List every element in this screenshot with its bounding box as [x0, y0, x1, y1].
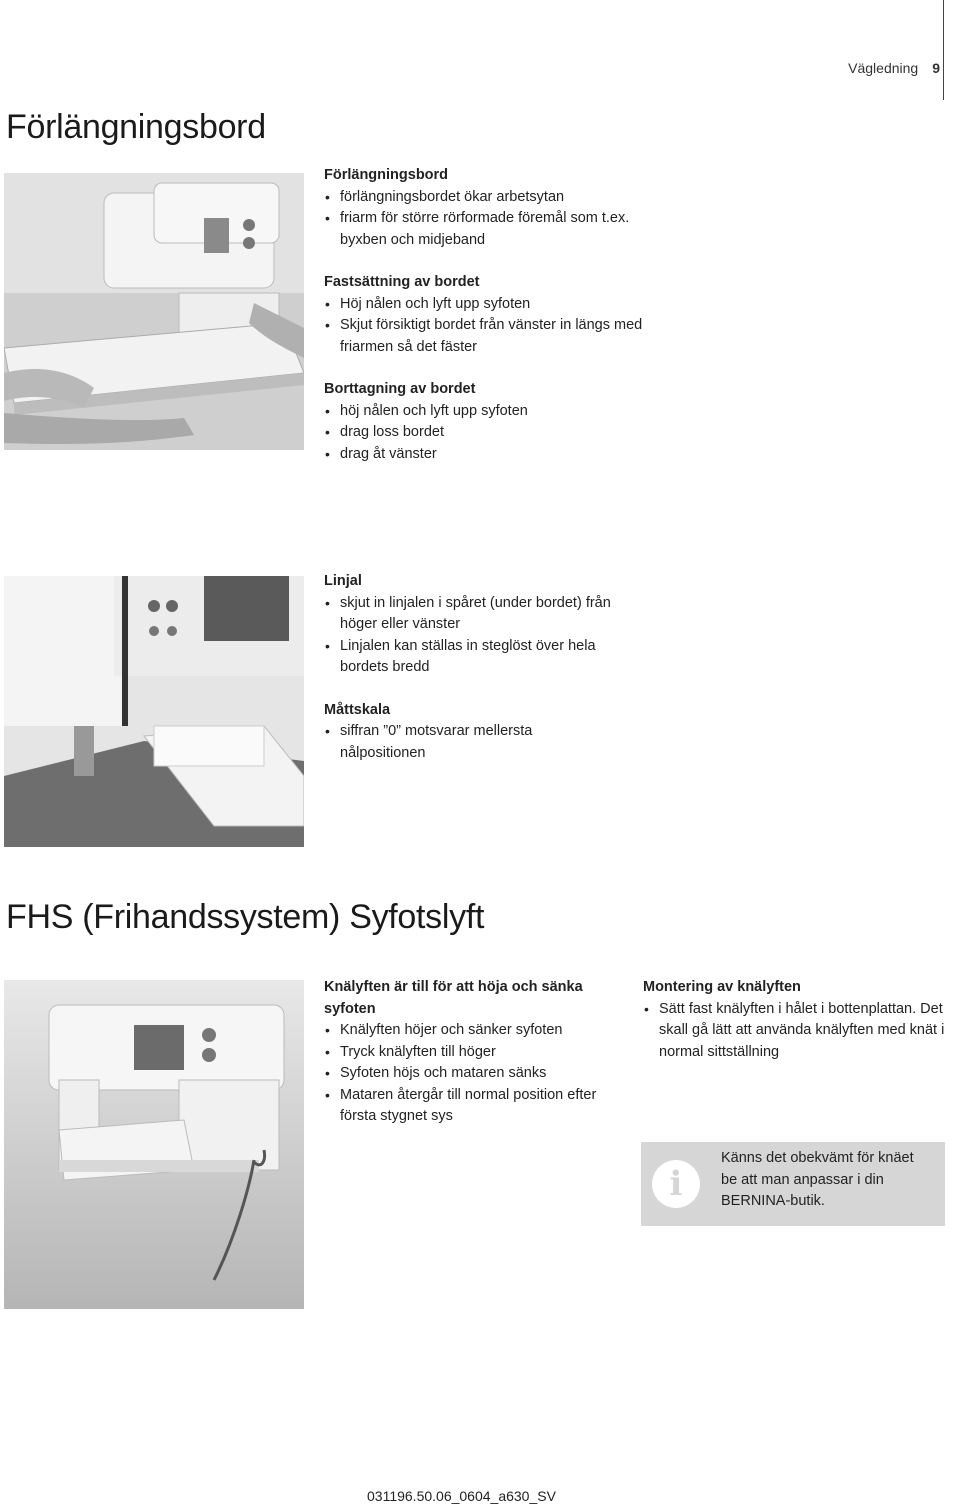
list-item: • förlängningsbordet ökar arbetsytan	[324, 187, 644, 209]
list-knee-lifter	[324, 1020, 624, 1128]
list-item: • höj nålen och lyft upp syfoten	[324, 401, 644, 423]
list-attach-table	[324, 294, 644, 359]
heading-ruler: Linjal	[324, 573, 362, 589]
section-title-knee-lifter: FHS (Frihandssystem) Syfotslyft	[6, 898, 485, 936]
section-title-extension-table: Förlängningsbord	[6, 108, 266, 146]
heading-remove-table: Borttagning av bordet	[324, 381, 476, 397]
list-scale	[324, 721, 634, 764]
header-section-label: Vägledning	[848, 60, 919, 76]
list-item: • siffran ”0” motsvarar mellersta nålpositionen	[324, 721, 560, 764]
list-ruler	[324, 593, 634, 679]
header-divider	[943, 0, 944, 100]
page-header	[848, 60, 940, 76]
page-number: 9	[932, 60, 940, 76]
list-item: • Linjalen kan ställas in steglöst över hela bordets bredd	[324, 636, 630, 679]
photo-ruler	[4, 576, 304, 847]
document-code: 031196.50.06_0604_a630_SV	[367, 1488, 556, 1504]
ruler-instructions	[324, 571, 634, 764]
list-item: • Tryck knälyften till höger	[324, 1042, 624, 1064]
list-item: • Höj nålen och lyft upp syfoten	[324, 294, 644, 316]
list-item: • skjut in linjalen i spåret (under bordet) från höger eller vänster	[324, 593, 620, 636]
heading-knee-lifter: Knälyften är till för att höja och sänka syfoten	[324, 979, 583, 1017]
photo-extension-table	[4, 173, 304, 450]
list-item: • drag loss bordet	[324, 422, 644, 444]
info-text: Känns det obekvämt för knäet be att man anpassar i din BERNINA-butik.	[721, 1150, 914, 1209]
list-item: • Skjut försiktigt bordet från vänster in längs med friarmen så det fäster	[324, 315, 650, 358]
list-extension-table	[324, 187, 644, 252]
knee-lifter-instructions	[324, 977, 624, 1128]
list-item: • Sätt fast knälyften i hålet i bottenplattan. Det skall gå lätt att använda knälyften med knät i normal sittställning	[643, 999, 949, 1064]
knee-lifter-mounting	[643, 977, 948, 1063]
heading-attach-table: Fastsättning av bordet	[324, 274, 480, 290]
heading-extension-table: Förlängningsbord	[324, 167, 449, 183]
info-icon: i	[652, 1160, 700, 1208]
list-item: • friarm för större rörformade föremål som t.ex. byxben och midjeband	[324, 208, 630, 251]
list-remove-table	[324, 401, 644, 466]
heading-mounting: Montering av knälyften	[643, 979, 801, 995]
info-box	[641, 1142, 945, 1226]
heading-scale: Måttskala	[324, 701, 391, 718]
list-item: • Knälyften höjer och sänker syfoten	[324, 1020, 624, 1042]
list-mounting	[643, 999, 948, 1064]
list-item: • Syfoten höjs och mataren sänks	[324, 1063, 624, 1085]
list-item: • Mataren återgår till normal position efter första stygnet sys	[324, 1085, 615, 1128]
photo-knee-lifter	[4, 980, 304, 1309]
extension-table-instructions	[324, 165, 644, 465]
list-item: • drag åt vänster	[324, 444, 644, 466]
